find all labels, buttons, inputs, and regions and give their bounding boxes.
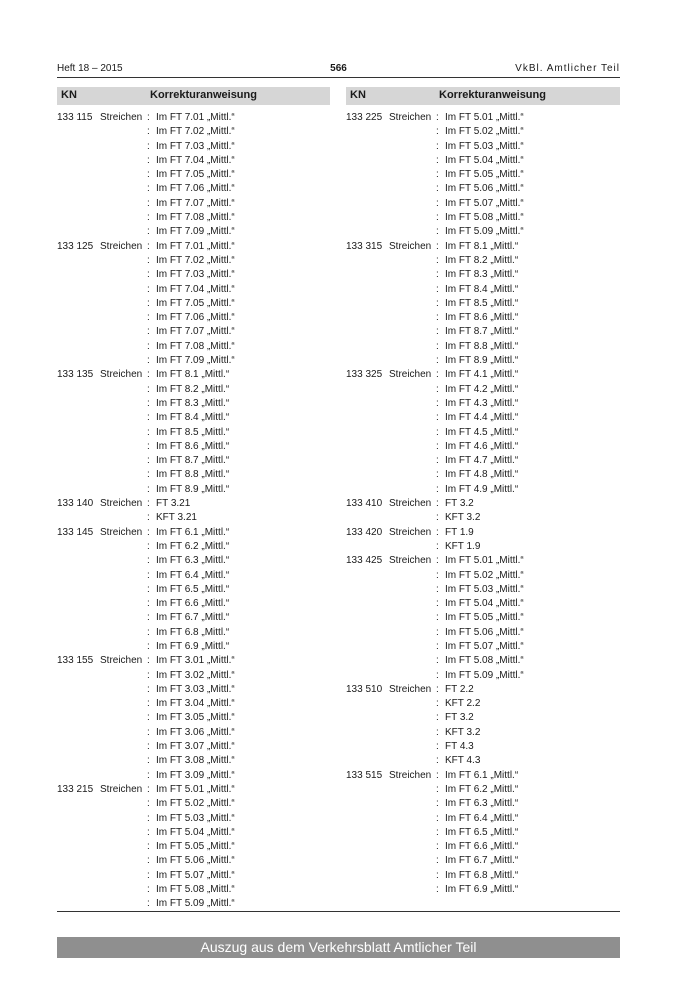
correction-text: Im FT 8.1 „Mittl.“ xyxy=(156,369,230,381)
correction-text: Im FT 7.09 „Mittl.“ xyxy=(156,226,235,238)
correction-text: Im FT 6.7 „Mittl.“ xyxy=(445,855,519,867)
correction-item: : Im FT 8.1 „Mittl.“ xyxy=(436,240,519,252)
correction-text: KFT 4.3 xyxy=(445,755,481,767)
table-row xyxy=(346,497,620,526)
footer-divider xyxy=(57,911,620,912)
correction-item: : FT 3.21 xyxy=(147,498,191,510)
kn-code: 133 125 xyxy=(57,240,94,252)
action-label: Streichen xyxy=(389,112,432,123)
action-label: Streichen xyxy=(100,655,143,667)
correction-item: : Im FT 7.06 „Mittl.“ xyxy=(147,183,235,195)
correction-item: : Im FT 7.09 „Mittl.“ xyxy=(147,355,235,367)
correction-item: : Im FT 6.8 „Mittl.“ xyxy=(436,869,519,881)
correction-item: : Im FT 7.06 „Mittl.“ xyxy=(147,312,235,324)
correction-text: Im FT 7.04 „Mittl.“ xyxy=(156,283,235,295)
correction-item: : Im FT 3.06 „Mittl.“ xyxy=(147,726,235,738)
correction-text: Im FT 8.5 „Mittl.“ xyxy=(156,426,230,438)
correction-text: Im FT 6.8 „Mittl.“ xyxy=(445,869,519,881)
correction-item: : Im FT 5.07 „Mittl.“ xyxy=(147,869,235,881)
correction-item: : KFT 4.3 xyxy=(436,755,481,767)
table-row xyxy=(57,497,330,526)
action-label: Streichen xyxy=(100,112,143,123)
correction-text: FT 1.9 xyxy=(445,526,474,538)
correction-item: : Im FT 7.08 „Mittl.“ xyxy=(147,212,235,224)
correction-text: Im FT 6.5 „Mittl.“ xyxy=(156,583,230,595)
correction-item: : Im FT 5.02 „Mittl.“ xyxy=(436,126,524,138)
correction-item: : Im FT 4.1 „Mittl.“ xyxy=(436,369,519,381)
correction-item: : Im FT 5.07 „Mittl.“ xyxy=(436,640,524,652)
action-label: Streichen xyxy=(389,526,432,538)
correction-item: : Im FT 5.01 „Mittl.“ xyxy=(147,783,235,795)
header-korrektur: Korrekturanweisung xyxy=(150,89,257,101)
kn-code: 133 515 xyxy=(346,769,383,781)
correction-item: : Im FT 8.8 „Mittl.“ xyxy=(436,340,519,352)
correction-text: Im FT 4.8 „Mittl.“ xyxy=(445,469,519,481)
action-label: Streichen xyxy=(389,498,432,510)
correction-text: Im FT 5.02 „Mittl.“ xyxy=(445,569,524,581)
correction-item: : FT 3.2 xyxy=(436,498,474,510)
correction-item: : Im FT 5.02 „Mittl.“ xyxy=(147,798,235,810)
table-row xyxy=(346,769,620,898)
correction-text: Im FT 5.08 „Mittl.“ xyxy=(445,212,524,224)
correction-item: : Im FT 3.09 „Mittl.“ xyxy=(147,769,235,781)
correction-item: : FT 1.9 xyxy=(436,526,474,538)
correction-text: Im FT 6.2 „Mittl.“ xyxy=(445,783,519,795)
correction-item: : Im FT 8.5 „Mittl.“ xyxy=(147,426,230,438)
correction-text: Im FT 5.04 „Mittl.“ xyxy=(156,826,235,838)
correction-text: Im FT 8.2 „Mittl.“ xyxy=(445,254,519,266)
correction-text: Im FT 7.03 „Mittl.“ xyxy=(156,269,235,281)
correction-text: Im FT 7.09 „Mittl.“ xyxy=(156,355,235,367)
correction-item: : Im FT 8.5 „Mittl.“ xyxy=(436,297,519,309)
correction-item: : Im FT 4.6 „Mittl.“ xyxy=(436,440,519,452)
correction-item: : Im FT 4.9 „Mittl.“ xyxy=(436,483,519,495)
correction-item: : Im FT 8.2 „Mittl.“ xyxy=(436,254,519,266)
action-label: Streichen xyxy=(389,240,432,252)
correction-item: : Im FT 3.04 „Mittl.“ xyxy=(147,698,235,710)
correction-item: : Im FT 6.5 „Mittl.“ xyxy=(147,583,230,595)
header-kn: KN xyxy=(61,89,77,101)
correction-item: : Im FT 6.4 „Mittl.“ xyxy=(436,812,519,824)
correction-text: Im FT 8.9 „Mittl.“ xyxy=(156,483,230,495)
action-label: Streichen xyxy=(100,240,143,252)
correction-item: : Im FT 7.02 „Mittl.“ xyxy=(147,254,235,266)
publication-title: VkBl. Amtlicher Teil xyxy=(515,63,620,74)
correction-text: Im FT 4.1 „Mittl.“ xyxy=(445,369,519,381)
correction-text: KFT 3.21 xyxy=(156,512,197,524)
kn-code: 133 140 xyxy=(57,498,94,510)
correction-text: Im FT 5.02 „Mittl.“ xyxy=(445,126,524,138)
correction-item: : Im FT 5.01 „Mittl.“ xyxy=(436,112,524,123)
correction-text: Im FT 7.05 „Mittl.“ xyxy=(156,169,235,181)
correction-text: Im FT 8.8 „Mittl.“ xyxy=(445,340,519,352)
correction-text: FT 4.3 xyxy=(445,741,474,753)
correction-text: Im FT 5.09 „Mittl.“ xyxy=(156,898,235,910)
correction-item: : Im FT 5.09 „Mittl.“ xyxy=(147,898,235,910)
correction-item: : FT 3.2 xyxy=(436,712,474,724)
correction-item: : Im FT 4.4 „Mittl.“ xyxy=(436,412,519,424)
correction-item: : Im FT 5.08 „Mittl.“ xyxy=(436,212,524,224)
correction-text: Im FT 7.03 „Mittl.“ xyxy=(156,140,235,152)
correction-text: Im FT 8.7 „Mittl.“ xyxy=(445,326,519,338)
correction-text: KFT 3.2 xyxy=(445,726,481,738)
correction-text: Im FT 4.7 „Mittl.“ xyxy=(445,455,519,467)
action-label: Streichen xyxy=(389,769,432,781)
correction-text: Im FT 6.6 „Mittl.“ xyxy=(156,598,230,610)
action-label: Streichen xyxy=(389,683,432,695)
left-column xyxy=(57,87,330,912)
correction-item: : FT 4.3 xyxy=(436,741,474,753)
correction-item: : Im FT 6.8 „Mittl.“ xyxy=(147,626,230,638)
correction-text: Im FT 3.02 „Mittl.“ xyxy=(156,669,235,681)
correction-text: Im FT 7.06 „Mittl.“ xyxy=(156,183,235,195)
correction-item: : KFT 2.2 xyxy=(436,698,481,710)
table-row xyxy=(57,654,330,783)
correction-item: : Im FT 8.6 „Mittl.“ xyxy=(147,440,230,452)
kn-code: 133 315 xyxy=(346,240,383,252)
correction-item: : Im FT 6.3 „Mittl.“ xyxy=(147,555,230,567)
correction-item: : KFT 3.2 xyxy=(436,726,481,738)
correction-item: : Im FT 3.05 „Mittl.“ xyxy=(147,712,235,724)
action-label: Streichen xyxy=(389,369,432,381)
correction-item: : Im FT 7.09 „Mittl.“ xyxy=(147,226,235,238)
page-header xyxy=(57,63,620,77)
correction-item: : Im FT 4.2 „Mittl.“ xyxy=(436,383,519,395)
correction-text: Im FT 8.1 „Mittl.“ xyxy=(445,240,519,252)
correction-item: : Im FT 5.06 „Mittl.“ xyxy=(436,183,524,195)
correction-text: Im FT 6.3 „Mittl.“ xyxy=(445,798,519,810)
issue-label: Heft 18 – 2015 xyxy=(57,63,123,74)
correction-item: : Im FT 7.01 „Mittl.“ xyxy=(147,112,235,123)
correction-item: : Im FT 7.04 „Mittl.“ xyxy=(147,154,235,166)
correction-item: : Im FT 8.3 „Mittl.“ xyxy=(147,397,230,409)
correction-text: Im FT 4.4 „Mittl.“ xyxy=(445,412,519,424)
correction-item: : Im FT 3.02 „Mittl.“ xyxy=(147,669,235,681)
correction-item: : Im FT 7.01 „Mittl.“ xyxy=(147,240,235,252)
correction-text: Im FT 5.05 „Mittl.“ xyxy=(445,169,524,181)
kn-code: 133 510 xyxy=(346,683,383,695)
correction-item: : Im FT 8.4 „Mittl.“ xyxy=(147,412,230,424)
correction-text: Im FT 7.08 „Mittl.“ xyxy=(156,212,235,224)
correction-text: Im FT 8.6 „Mittl.“ xyxy=(445,312,519,324)
correction-text: Im FT 6.4 „Mittl.“ xyxy=(445,812,519,824)
table-row xyxy=(57,240,330,369)
correction-item: : Im FT 5.03 „Mittl.“ xyxy=(436,140,524,152)
action-label: Streichen xyxy=(100,369,143,381)
correction-item: : Im FT 8.8 „Mittl.“ xyxy=(147,469,230,481)
correction-item: : Im FT 5.06 „Mittl.“ xyxy=(436,626,524,638)
kn-code: 133 135 xyxy=(57,369,94,381)
table-row xyxy=(346,240,620,369)
correction-item: : KFT 3.2 xyxy=(436,512,481,524)
correction-text: Im FT 5.05 „Mittl.“ xyxy=(156,841,235,853)
correction-text: Im FT 5.03 „Mittl.“ xyxy=(445,583,524,595)
correction-text: Im FT 5.01 „Mittl.“ xyxy=(156,783,235,795)
correction-item: : Im FT 8.1 „Mittl.“ xyxy=(147,369,230,381)
kn-code: 133 215 xyxy=(57,783,94,795)
correction-text: Im FT 6.9 „Mittl.“ xyxy=(156,640,230,652)
correction-item: : Im FT 6.2 „Mittl.“ xyxy=(436,783,519,795)
correction-text: KFT 3.2 xyxy=(445,512,481,524)
correction-text: Im FT 8.3 „Mittl.“ xyxy=(156,397,230,409)
header-divider xyxy=(57,77,620,78)
correction-item: : Im FT 5.09 „Mittl.“ xyxy=(436,669,524,681)
correction-text: Im FT 6.1 „Mittl.“ xyxy=(156,526,230,538)
correction-item: : Im FT 7.05 „Mittl.“ xyxy=(147,297,235,309)
table-row xyxy=(57,526,330,655)
correction-text: Im FT 8.2 „Mittl.“ xyxy=(156,383,230,395)
correction-text: Im FT 6.1 „Mittl.“ xyxy=(445,769,519,781)
page-number: 566 xyxy=(330,63,347,74)
correction-item: : Im FT 5.05 „Mittl.“ xyxy=(147,841,235,853)
correction-text: Im FT 8.9 „Mittl.“ xyxy=(445,355,519,367)
correction-text: Im FT 3.05 „Mittl.“ xyxy=(156,712,235,724)
correction-text: FT 2.2 xyxy=(445,683,474,695)
correction-text: Im FT 5.07 „Mittl.“ xyxy=(156,869,235,881)
table-row xyxy=(346,111,620,240)
correction-text: Im FT 3.08 „Mittl.“ xyxy=(156,755,235,767)
correction-item: : Im FT 7.03 „Mittl.“ xyxy=(147,269,235,281)
action-label: Streichen xyxy=(100,783,143,795)
header-korrektur: Korrekturanweisung xyxy=(439,89,546,101)
table-row xyxy=(57,368,330,497)
left-column-body xyxy=(57,105,330,912)
correction-text: Im FT 6.4 „Mittl.“ xyxy=(156,569,230,581)
correction-item: : Im FT 8.2 „Mittl.“ xyxy=(147,383,230,395)
correction-text: Im FT 6.3 „Mittl.“ xyxy=(156,555,230,567)
correction-item: : Im FT 6.5 „Mittl.“ xyxy=(436,826,519,838)
correction-text: Im FT 5.06 „Mittl.“ xyxy=(445,626,524,638)
correction-text: Im FT 6.9 „Mittl.“ xyxy=(445,884,519,896)
correction-item: : Im FT 7.08 „Mittl.“ xyxy=(147,340,235,352)
correction-item: : FT 2.2 xyxy=(436,683,474,695)
right-column-body xyxy=(346,105,620,897)
correction-item: : Im FT 8.7 „Mittl.“ xyxy=(147,455,230,467)
correction-item: : Im FT 8.7 „Mittl.“ xyxy=(436,326,519,338)
correction-text: Im FT 5.09 „Mittl.“ xyxy=(445,226,524,238)
table-header xyxy=(57,87,330,105)
correction-item: : Im FT 5.05 „Mittl.“ xyxy=(436,169,524,181)
correction-item: : Im FT 5.01 „Mittl.“ xyxy=(436,555,524,567)
correction-text: Im FT 5.06 „Mittl.“ xyxy=(156,855,235,867)
correction-text: Im FT 5.05 „Mittl.“ xyxy=(445,612,524,624)
correction-item: : Im FT 3.08 „Mittl.“ xyxy=(147,755,235,767)
correction-item: : Im FT 5.04 „Mittl.“ xyxy=(436,154,524,166)
correction-item: : Im FT 6.4 „Mittl.“ xyxy=(147,569,230,581)
correction-item: : Im FT 5.02 „Mittl.“ xyxy=(436,569,524,581)
correction-text: Im FT 8.4 „Mittl.“ xyxy=(445,283,519,295)
correction-text: FT 3.2 xyxy=(445,712,474,724)
correction-text: Im FT 7.01 „Mittl.“ xyxy=(156,112,235,123)
correction-item: : Im FT 6.7 „Mittl.“ xyxy=(147,612,230,624)
correction-text: Im FT 5.02 „Mittl.“ xyxy=(156,798,235,810)
correction-item: : Im FT 4.5 „Mittl.“ xyxy=(436,426,519,438)
correction-text: Im FT 7.02 „Mittl.“ xyxy=(156,254,235,266)
correction-text: FT 3.2 xyxy=(445,498,474,510)
correction-text: Im FT 7.07 „Mittl.“ xyxy=(156,326,235,338)
correction-item: : Im FT 7.07 „Mittl.“ xyxy=(147,326,235,338)
correction-text: Im FT 8.7 „Mittl.“ xyxy=(156,455,230,467)
kn-code: 133 420 xyxy=(346,526,383,538)
correction-text: Im FT 4.3 „Mittl.“ xyxy=(445,397,519,409)
correction-text: Im FT 7.01 „Mittl.“ xyxy=(156,240,235,252)
correction-item: : KFT 1.9 xyxy=(436,540,481,552)
correction-item: : Im FT 6.6 „Mittl.“ xyxy=(436,841,519,853)
correction-text: Im FT 7.04 „Mittl.“ xyxy=(156,154,235,166)
correction-item: : Im FT 5.04 „Mittl.“ xyxy=(147,826,235,838)
table-row xyxy=(57,783,330,912)
correction-text: Im FT 5.08 „Mittl.“ xyxy=(445,655,524,667)
kn-code: 133 325 xyxy=(346,369,383,381)
correction-item: : Im FT 6.9 „Mittl.“ xyxy=(436,884,519,896)
correction-item: : Im FT 3.01 „Mittl.“ xyxy=(147,655,235,667)
right-column xyxy=(346,87,620,897)
correction-text: Im FT 5.07 „Mittl.“ xyxy=(445,197,524,209)
correction-item: : Im FT 6.9 „Mittl.“ xyxy=(147,640,230,652)
correction-text: Im FT 3.09 „Mittl.“ xyxy=(156,769,235,781)
correction-item: : Im FT 8.6 „Mittl.“ xyxy=(436,312,519,324)
correction-text: Im FT 4.6 „Mittl.“ xyxy=(445,440,519,452)
correction-item: : Im FT 5.05 „Mittl.“ xyxy=(436,612,524,624)
correction-text: Im FT 5.08 „Mittl.“ xyxy=(156,884,235,896)
correction-text: Im FT 4.2 „Mittl.“ xyxy=(445,383,519,395)
correction-text: Im FT 5.03 „Mittl.“ xyxy=(156,812,235,824)
correction-item: : Im FT 6.3 „Mittl.“ xyxy=(436,798,519,810)
table-row xyxy=(346,526,620,555)
correction-text: KFT 2.2 xyxy=(445,698,481,710)
correction-text: Im FT 3.07 „Mittl.“ xyxy=(156,741,235,753)
correction-text: FT 3.21 xyxy=(156,498,191,510)
correction-text: Im FT 8.4 „Mittl.“ xyxy=(156,412,230,424)
action-label: Streichen xyxy=(100,526,143,538)
correction-item: : Im FT 5.04 „Mittl.“ xyxy=(436,598,524,610)
correction-item: : Im FT 7.05 „Mittl.“ xyxy=(147,169,235,181)
correction-item: : Im FT 5.03 „Mittl.“ xyxy=(436,583,524,595)
correction-item: : Im FT 5.08 „Mittl.“ xyxy=(147,884,235,896)
action-label: Streichen xyxy=(100,498,143,510)
correction-text: Im FT 7.07 „Mittl.“ xyxy=(156,197,235,209)
correction-text: Im FT 8.5 „Mittl.“ xyxy=(445,297,519,309)
correction-item: : Im FT 6.2 „Mittl.“ xyxy=(147,540,230,552)
correction-item: : Im FT 8.9 „Mittl.“ xyxy=(436,355,519,367)
correction-text: Im FT 3.03 „Mittl.“ xyxy=(156,683,235,695)
kn-code: 133 155 xyxy=(57,655,94,667)
correction-text: Im FT 7.05 „Mittl.“ xyxy=(156,297,235,309)
correction-text: Im FT 8.6 „Mittl.“ xyxy=(156,440,230,452)
header-kn: KN xyxy=(350,89,366,101)
correction-text: Im FT 5.09 „Mittl.“ xyxy=(445,669,524,681)
correction-text: Im FT 7.08 „Mittl.“ xyxy=(156,340,235,352)
correction-text: Im FT 3.04 „Mittl.“ xyxy=(156,698,235,710)
correction-text: Im FT 5.04 „Mittl.“ xyxy=(445,598,524,610)
correction-item: : Im FT 7.07 „Mittl.“ xyxy=(147,197,235,209)
table-row xyxy=(346,554,620,683)
kn-code: 133 225 xyxy=(346,112,383,123)
correction-text: Im FT 8.3 „Mittl.“ xyxy=(445,269,519,281)
correction-item: : Im FT 6.1 „Mittl.“ xyxy=(147,526,230,538)
correction-text: KFT 1.9 xyxy=(445,540,481,552)
correction-item: : KFT 3.21 xyxy=(147,512,197,524)
correction-text: Im FT 5.06 „Mittl.“ xyxy=(445,183,524,195)
correction-item: : Im FT 4.3 „Mittl.“ xyxy=(436,397,519,409)
correction-text: Im FT 6.7 „Mittl.“ xyxy=(156,612,230,624)
correction-item: : Im FT 8.4 „Mittl.“ xyxy=(436,283,519,295)
correction-text: Im FT 6.8 „Mittl.“ xyxy=(156,626,230,638)
correction-item: : Im FT 8.9 „Mittl.“ xyxy=(147,483,230,495)
correction-text: Im FT 5.01 „Mittl.“ xyxy=(445,112,524,123)
correction-text: Im FT 6.6 „Mittl.“ xyxy=(445,841,519,853)
correction-text: Im FT 6.2 „Mittl.“ xyxy=(156,540,230,552)
correction-text: Im FT 5.03 „Mittl.“ xyxy=(445,140,524,152)
correction-item: : Im FT 6.7 „Mittl.“ xyxy=(436,855,519,867)
action-label: Streichen xyxy=(389,555,432,567)
correction-item: : Im FT 6.1 „Mittl.“ xyxy=(436,769,519,781)
table-row xyxy=(346,683,620,769)
correction-text: Im FT 3.06 „Mittl.“ xyxy=(156,726,235,738)
correction-text: Im FT 5.04 „Mittl.“ xyxy=(445,154,524,166)
kn-code: 133 425 xyxy=(346,555,383,567)
kn-code: 133 410 xyxy=(346,498,383,510)
correction-item: : Im FT 6.6 „Mittl.“ xyxy=(147,598,230,610)
correction-item: : Im FT 7.03 „Mittl.“ xyxy=(147,140,235,152)
correction-text: Im FT 4.5 „Mittl.“ xyxy=(445,426,519,438)
table-row xyxy=(346,368,620,497)
correction-text: Im FT 5.07 „Mittl.“ xyxy=(445,640,524,652)
correction-item: : Im FT 8.3 „Mittl.“ xyxy=(436,269,519,281)
correction-text: Im FT 4.9 „Mittl.“ xyxy=(445,483,519,495)
correction-text: Im FT 8.8 „Mittl.“ xyxy=(156,469,230,481)
correction-item: : Im FT 4.8 „Mittl.“ xyxy=(436,469,519,481)
correction-text: Im FT 7.06 „Mittl.“ xyxy=(156,312,235,324)
correction-item: : Im FT 5.08 „Mittl.“ xyxy=(436,655,524,667)
correction-text: Im FT 6.5 „Mittl.“ xyxy=(445,826,519,838)
table-row xyxy=(57,111,330,240)
correction-item: : Im FT 5.03 „Mittl.“ xyxy=(147,812,235,824)
correction-item: : Im FT 7.04 „Mittl.“ xyxy=(147,283,235,295)
correction-item: : Im FT 5.09 „Mittl.“ xyxy=(436,226,524,238)
kn-code: 133 145 xyxy=(57,526,94,538)
correction-item: : Im FT 3.07 „Mittl.“ xyxy=(147,741,235,753)
correction-item: : Im FT 7.02 „Mittl.“ xyxy=(147,126,235,138)
correction-item: : Im FT 5.06 „Mittl.“ xyxy=(147,855,235,867)
table-header xyxy=(346,87,620,105)
correction-item: : Im FT 4.7 „Mittl.“ xyxy=(436,455,519,467)
correction-text: Im FT 3.01 „Mittl.“ xyxy=(156,655,235,667)
correction-text: Im FT 7.02 „Mittl.“ xyxy=(156,126,235,138)
correction-text: Im FT 5.01 „Mittl.“ xyxy=(445,555,524,567)
correction-item: : Im FT 5.07 „Mittl.“ xyxy=(436,197,524,209)
correction-item: : Im FT 3.03 „Mittl.“ xyxy=(147,683,235,695)
footer-banner: Auszug aus dem Verkehrsblatt Amtlicher Teil xyxy=(57,937,620,958)
kn-code: 133 115 xyxy=(57,112,93,123)
